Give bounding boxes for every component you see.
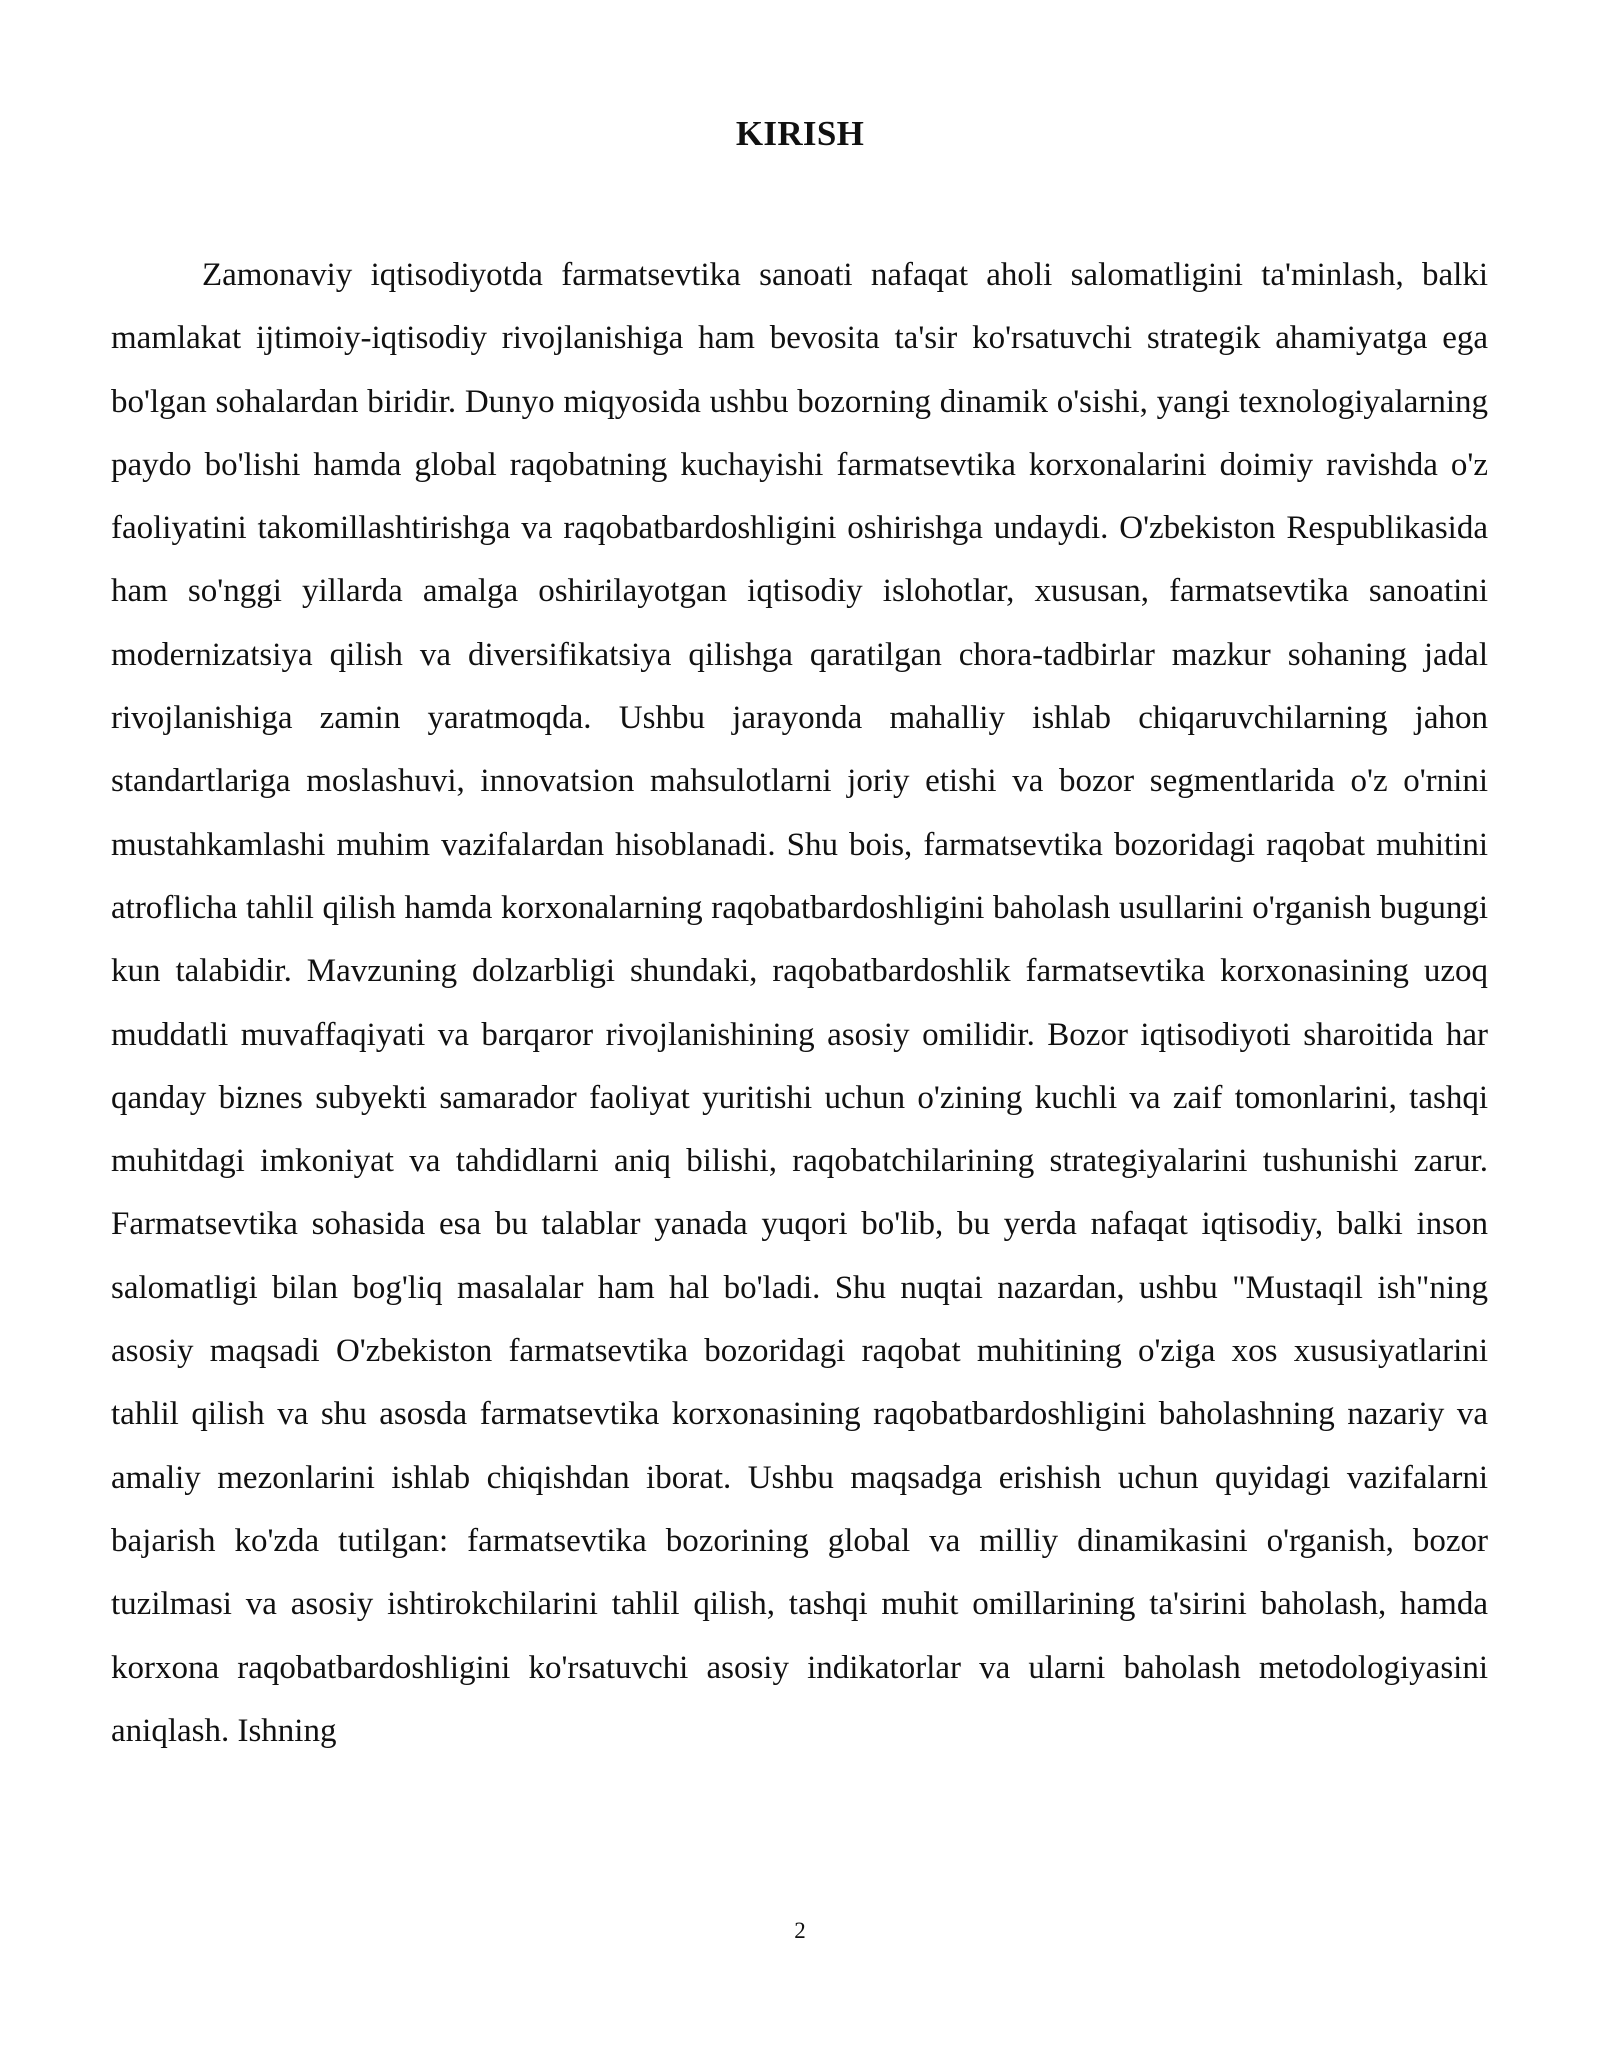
body-paragraph: Zamonaviy iqtisodiyotda farmatsevtika sanoati nafaqat aholi salomatligini ta'minlash, balki mamlakat ijtimoiy-iqtisodiy rivojlanishiga ham bevosita ta'sir ko'rsatuvchi strategik ahamiyatga ega bo'lgan sohalardan biridir. Dunyo miqyosida ushbu bozorning dinamik o'sishi, yangi texnologiyalarning paydo bo'lishi hamda global raqobatning kuchayishi farmatsevtika korxonalarini doimiy ravishda o'z faoliyatini takomillashtirishga va raqobatbardoshligini oshirishga undaydi. O'zbekiston Respublikasida ham so'nggi yillarda amalga oshirilayotgan iqtisodiy islohotlar, xususan, farmatsevtika sanoatini modernizatsiya qilish va diversifikatsiya qilishga qaratilgan chora-tadbirlar mazkur sohaning jadal rivojlanishiga zamin yaratmoqda. Ushbu jarayonda mahalliy ishlab chiqaruvchilarning jahon standartlariga moslashuvi, innovatsion mahsulotlarni joriy etishi va bozor segmentlarida o'z o'rnini mustahkamlashi muhim vazifalardan hisoblanadi. Shu bois, farmatsevtika bozoridagi raqobat muhitini atroflicha tahlil qilish hamda korxonalarning raqobatbardoshligini baholash usullarini o'rganish bugungi kun talabidir. Mavzuning dolzarbligi shundaki, raqobatbardoshlik farmatsevtika korxonasining uzoq muddatli muvaffaqiyati va barqaror rivojlanishining asosiy omilidir. Bozor iqtisodiyoti sharoitida har qanday biznes subyekti samarador faoliyat yuritishi uchun o'zining kuchli va zaif tomonlarini, tashqi muhitdagi imkoniyat va tahdidlarni aniq bilishi, raqobatchilarining strategiyalarini tushunishi zarur. Farmatsevtika sohasida esa bu talablar yanada yuqori bo'lib, bu yerda nafaqat iqtisodiy, balki inson salomatligi bilan bog'liq masalalar ham hal bo'ladi. Shu nuqtai nazardan, ushbu "Mustaqil ish"ning asosiy maqsadi O'zbekiston farmatsevtika bozoridagi raqobat muhitining o'ziga xos xususiyatlarini tahlil qilish va shu asosda farmatsevtika korxonasining raqobatbardoshligini baholashning nazariy va amaliy mezonlarini ishlab chiqishdan iborat. Ushbu maqsadga erishish uchun quyidagi vazifalarni bajarish ko'zda tutilgan: farmatsevtika bozorining global va milliy dinamikasini o'rganish, bozor tuzilmasi va asosiy ishtirokchilarini tahlil qilish, tashqi muhit omillarining ta'sirini baholash, hamda korxona raqobatbardoshligini ko'rsatuvchi asosiy indikatorlar va ularni baholash metodologiyasini aniqlash. Ishning: [111, 257, 1488, 1749]
section-title: KIRISH: [735, 114, 865, 153]
page-number: 2: [794, 1918, 806, 1943]
